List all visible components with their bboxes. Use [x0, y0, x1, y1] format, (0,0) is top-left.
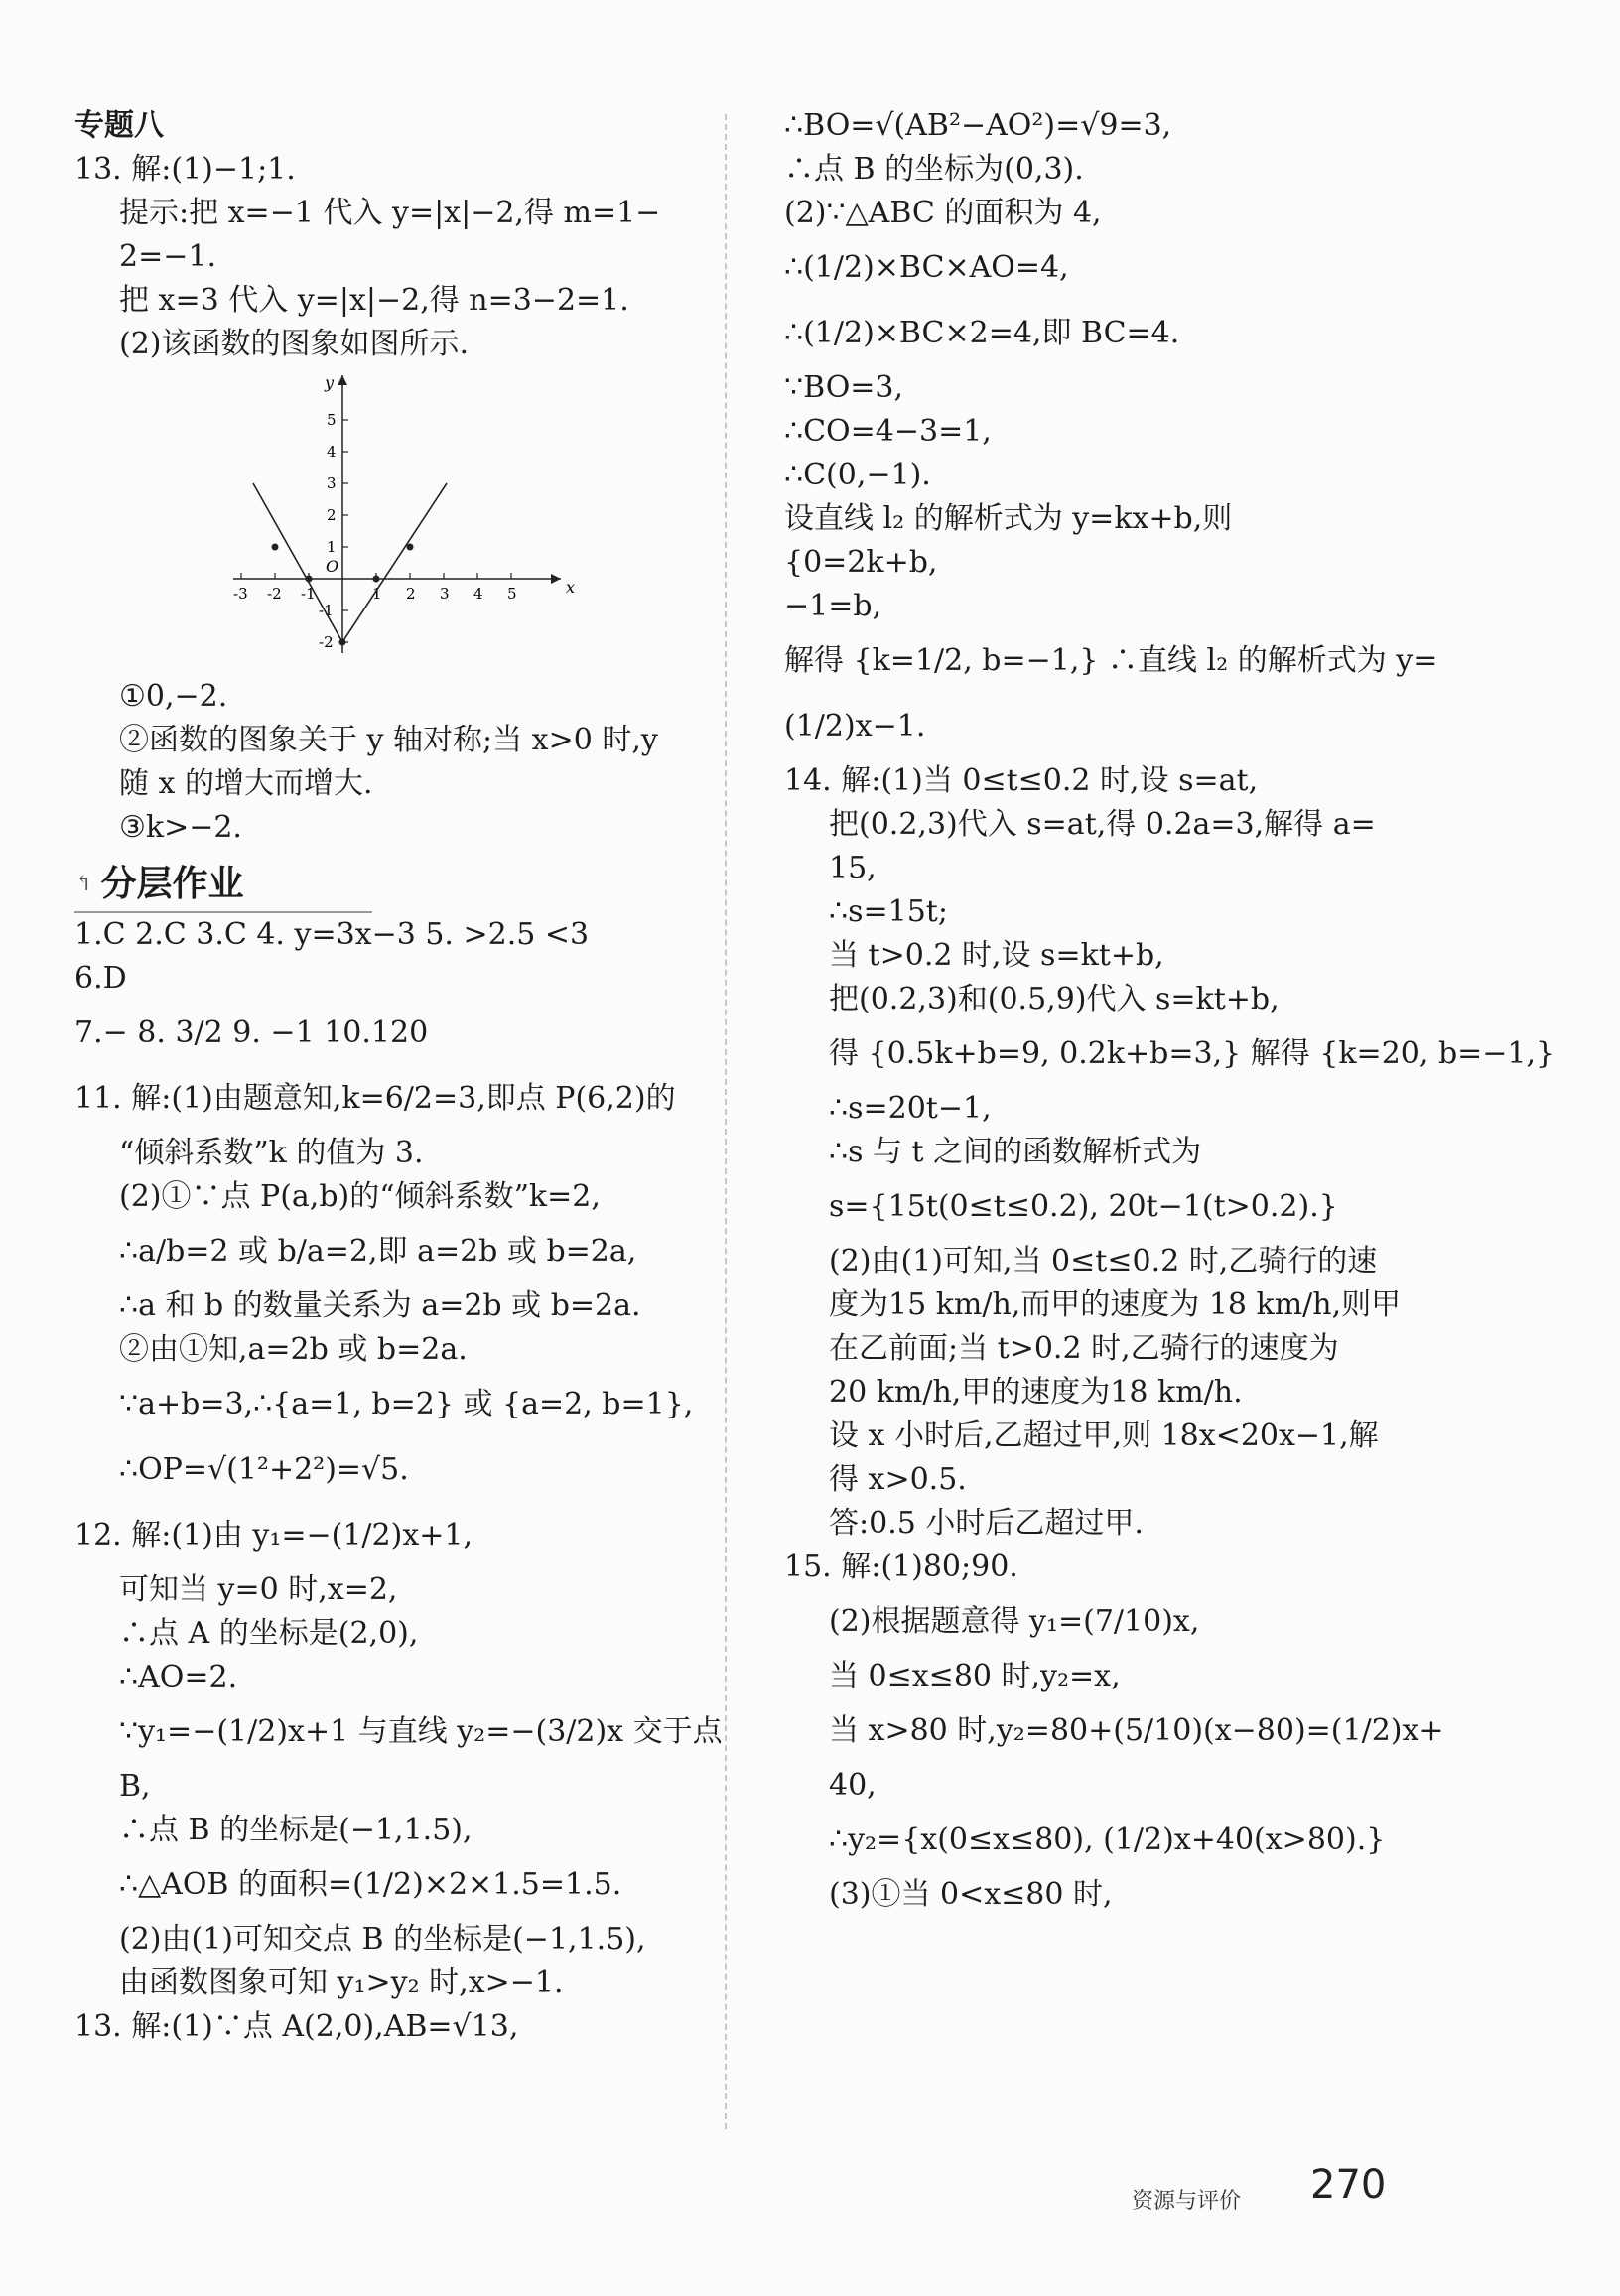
text-line: 设 x 小时后,乙超过甲,则 18x<20x−1,解 — [829, 1418, 1379, 1453]
text-line: 度为15 km/h,而甲的速度为 18 km/h,则甲 — [829, 1287, 1402, 1322]
text-line: ∴(1/2)×BC×2=4,即 BC=4. — [784, 316, 1180, 350]
text-line: 11. 解:(1)由题意知,k=6/2=3,即点 P(6,2)的 — [74, 1081, 676, 1116]
text-line: B, — [119, 1769, 151, 1804]
text-line: ②由①知,a=2b 或 b=2a. — [119, 1332, 468, 1367]
text-line: ∴OP=√(1²+2²)=√5. — [119, 1452, 409, 1487]
text-line: “倾斜系数”k 的值为 3. — [119, 1136, 424, 1170]
text-line: 12. 解:(1)由 y₁=−(1/2)x+1, — [74, 1518, 473, 1553]
text-line: 得 {0.5k+b=9, 0.2k+b=3,} 解得 {k=20, b=−1,} — [829, 1036, 1555, 1071]
y-tick-label: -1 — [319, 602, 334, 619]
left-column — [74, 104, 723, 2049]
text-line: s={15t(0≤t≤0.2), 20t−1(t>0.2).} — [829, 1189, 1338, 1224]
right-column — [784, 104, 1555, 1917]
text-line: (2)①∵点 P(a,b)的“倾斜系数”k=2, — [119, 1179, 601, 1214]
text-line: ∴点 B 的坐标是(−1,1.5), — [119, 1813, 472, 1847]
text-line: ∴△AOB 的面积=(1/2)×2×1.5=1.5. — [119, 1867, 622, 1902]
text-line: 2=−1. — [119, 239, 216, 274]
text-line: (1/2)x−1. — [784, 709, 926, 743]
page-number: 270 — [1310, 2162, 1387, 2208]
text-line: 随 x 的增大而增大. — [119, 766, 373, 801]
text-line: 把(0.2,3)和(0.5,9)代入 s=kt+b, — [829, 982, 1280, 1016]
text-line: 由函数图象可知 y₁>y₂ 时,x>−1. — [119, 1965, 564, 2000]
layer-homework-heading — [74, 858, 372, 913]
y-tick-label: 4 — [327, 443, 337, 461]
text-line: 答:0.5 小时后乙超过甲. — [829, 1506, 1144, 1541]
text-line: 可知当 y=0 时,x=2, — [119, 1572, 398, 1607]
text-line: 13. 解:(1)−1;1. — [74, 152, 296, 187]
origin-label: O — [326, 557, 339, 576]
text-line: 当 x>80 时,y₂=80+(5/10)(x−80)=(1/2)x+ — [829, 1713, 1444, 1748]
text-line: ∵y₁=−(1/2)x+1 与直线 y₂=−(3/2)x 交于点 — [119, 1714, 723, 1749]
footer-source: 资源与评价 — [1132, 2189, 1242, 2214]
text-line: ①0,−2. — [119, 679, 228, 714]
text-line: ∴点 A 的坐标是(2,0), — [119, 1616, 419, 1651]
bookmark-hook-icon: ↰ — [74, 872, 93, 896]
y-tick-label: 3 — [327, 474, 337, 492]
text-line: (2)由(1)可知交点 B 的坐标是(−1,1.5), — [119, 1922, 646, 1957]
answer-line: 6.D — [74, 961, 127, 996]
text-line: 15, — [829, 851, 877, 885]
text-line: ∴(1/2)×BC×AO=4, — [784, 250, 1069, 285]
text-line: (2)根据题意得 y₁=(7/10)x, — [829, 1604, 1200, 1639]
text-line: ③k>−2. — [119, 810, 242, 845]
y-axis-label: y — [325, 373, 335, 392]
section-header: 专题八 — [74, 108, 164, 143]
x-tick-label: 4 — [473, 585, 483, 603]
text-line: −1=b, — [784, 589, 882, 623]
data-point — [306, 576, 313, 583]
x-tick-label: -2 — [267, 585, 282, 603]
x-tick-label: -1 — [301, 585, 316, 603]
text-line: ∵a+b=3,∴{a=1, b=2} 或 {a=2, b=1}, — [119, 1387, 694, 1421]
text-line: ∴BO=√(AB²−AO²)=√9=3, — [784, 108, 1172, 143]
text-line: 提示:把 x=−1 代入 y=|x|−2,得 m=1− — [119, 196, 661, 230]
text-line: 当 t>0.2 时,设 s=kt+b, — [829, 938, 1164, 973]
text-line: ∴a/b=2 或 b/a=2,即 a=2b 或 b=2a, — [119, 1234, 637, 1269]
text-line: ∴s=20t−1, — [829, 1091, 992, 1126]
text-line: 得 x>0.5. — [829, 1462, 967, 1497]
text-line: ∴a 和 b 的数量关系为 a=2b 或 b=2a. — [119, 1288, 641, 1323]
text-line: 设直线 l₂ 的解析式为 y=kx+b,则 — [784, 501, 1233, 536]
text-line: (2)由(1)可知,当 0≤t≤0.2 时,乙骑行的速 — [829, 1244, 1378, 1279]
layer-title: 分层作业 — [100, 864, 244, 904]
text-line: (2)∵△ABC 的面积为 4, — [784, 196, 1102, 230]
text-line: ∴y₂={x(0≤x≤80), (1/2)x+40(x>80).} — [829, 1823, 1386, 1857]
text-line: 在乙前面;当 t>0.2 时,乙骑行的速度为 — [829, 1331, 1339, 1366]
text-line: ∵BO=3, — [784, 370, 904, 405]
text-line: ∴s 与 t 之间的函数解析式为 — [829, 1135, 1202, 1169]
x-tick-label: 3 — [440, 585, 450, 603]
text-line: 14. 解:(1)当 0≤t≤0.2 时,设 s=at, — [784, 763, 1259, 798]
column-divider — [725, 114, 727, 2129]
function-graph — [213, 370, 581, 658]
function-curve — [253, 483, 447, 642]
text-line: 把(0.2,3)代入 s=at,得 0.2a=3,解得 a= — [829, 807, 1376, 842]
text-line: ∴CO=4−3=1, — [784, 414, 992, 449]
text-line: 20 km/h,甲的速度为18 km/h. — [829, 1375, 1243, 1410]
y-tick-label: 2 — [327, 506, 337, 524]
data-point — [373, 576, 380, 583]
text-line: 40, — [829, 1768, 877, 1803]
data-point — [407, 544, 414, 551]
text-line: ∴C(0,−1). — [784, 458, 931, 492]
y-tick-label: 1 — [327, 538, 337, 556]
text-line: 当 0≤x≤80 时,y₂=x, — [829, 1659, 1121, 1693]
x-tick-label: -3 — [233, 585, 248, 603]
x-tick-label: 2 — [406, 585, 416, 603]
text-line: 13. 解:(1)∵点 A(2,0),AB=√13, — [74, 2009, 519, 2044]
x-axis-label: x — [566, 578, 576, 597]
answer-line: 1.C 2.C 3.C 4. y=3x−3 5. >2.5 <3 — [74, 917, 590, 952]
y-tick-label: 5 — [327, 411, 337, 429]
y-tick-label: -2 — [319, 633, 334, 651]
text-line: ∴AO=2. — [119, 1660, 238, 1694]
text-line: (2)该函数的图象如图所示. — [119, 327, 470, 361]
text-line: 解得 {k=1/2, b=−1,} ∴直线 l₂ 的解析式为 y= — [784, 643, 1438, 678]
x-tick-label: 5 — [507, 585, 517, 603]
text-line: (3)①当 0<x≤80 时, — [829, 1877, 1113, 1912]
text-line: {0=2k+b, — [784, 545, 938, 580]
text-line: 15. 解:(1)80;90. — [784, 1550, 1018, 1584]
text-line: ∴s=15t; — [829, 894, 948, 929]
data-point — [272, 544, 279, 551]
text-line: ∴点 B 的坐标为(0,3). — [784, 152, 1084, 187]
text-line: ②函数的图象关于 y 轴对称;当 x>0 时,y — [119, 723, 658, 757]
text-line: 把 x=3 代入 y=|x|−2,得 n=3−2=1. — [119, 283, 629, 318]
x-tick-label: 1 — [372, 585, 382, 603]
data-point — [339, 639, 346, 646]
answer-line: 7.− 8. 3/2 9. −1 10.120 — [74, 1015, 429, 1050]
